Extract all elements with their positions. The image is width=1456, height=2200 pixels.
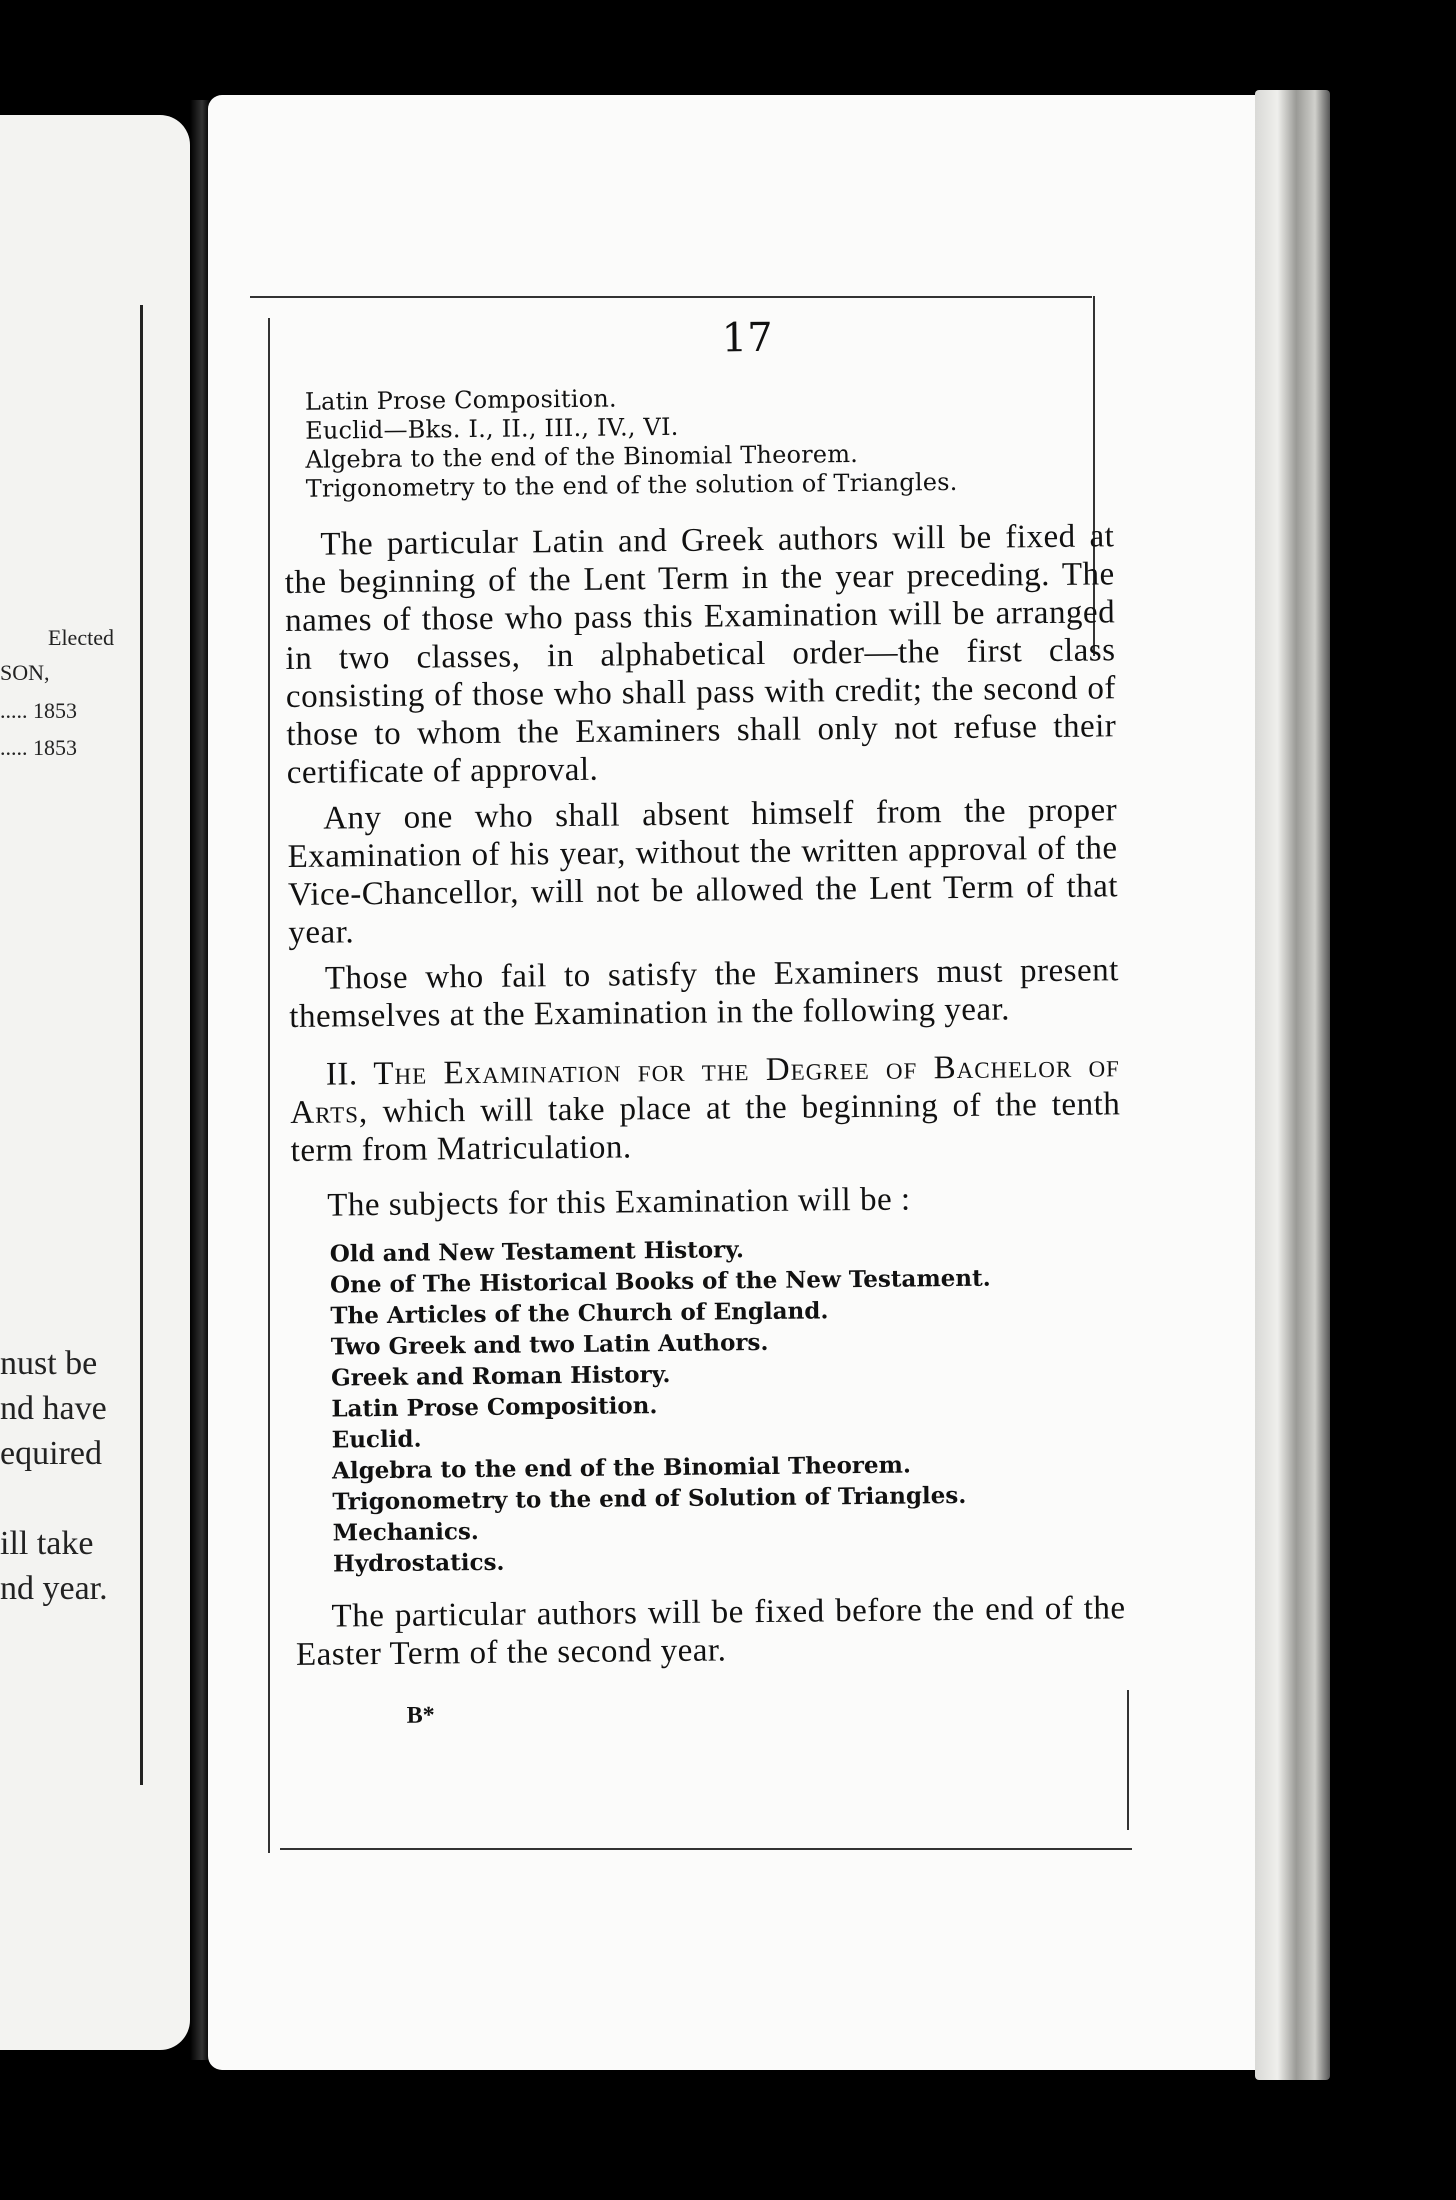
list-item: Mechanics. bbox=[332, 1518, 479, 1547]
frame-rule-top bbox=[250, 296, 1092, 298]
list-item: Euclid—Bks. I., II., III., IV., VI. bbox=[305, 412, 679, 445]
page-number: 17 bbox=[721, 314, 773, 362]
subject-list-ba bbox=[330, 1230, 1126, 1579]
left-fragment-text: equired bbox=[0, 1435, 102, 1472]
list-item: Old and New Testament History. bbox=[329, 1236, 745, 1268]
frame-rule-left bbox=[268, 318, 270, 1853]
left-fragment-text: ..... 1853 bbox=[0, 735, 77, 760]
paragraph-authors: The particular Latin and Greek authors will be fixed at the beginning of the Lent Term in the year preceding. The names of those who pass this Examination will be arranged in two classes, in alphabetical order—the first class consisting of those who shall pass with credit; the second of those to whom the Examiners shall only not refuse their certificate of approval. bbox=[284, 518, 1117, 791]
frame-rule-right-lower bbox=[1127, 1690, 1129, 1830]
page-edges bbox=[1255, 90, 1330, 2080]
list-item: Two Greek and two Latin Authors. bbox=[330, 1328, 769, 1361]
list-item: The Articles of the Church of England. bbox=[330, 1297, 829, 1330]
left-fragment-text: nd year. bbox=[0, 1570, 108, 1607]
list-item: One of The Historical Books of the New Testament. bbox=[329, 1264, 991, 1299]
list-item: Greek and Roman History. bbox=[330, 1360, 671, 1392]
left-fragment-text: Elected bbox=[48, 625, 114, 650]
list-item: Euclid. bbox=[331, 1425, 422, 1454]
section-text: which will take place at the beginning of the tenth term from Matriculation. bbox=[290, 1086, 1121, 1169]
paragraph-closing: The particular authors will be fixed before the end of the Easter Term of the second year. bbox=[295, 1590, 1126, 1673]
book-gutter bbox=[190, 100, 210, 2060]
section-numeral: II. bbox=[325, 1056, 358, 1093]
page-content bbox=[282, 311, 1127, 1731]
paragraph-absence: Any one who shall absent himself from the proper Examination of his year, without the written approval of the Vice-Chancellor, will not be allowed the Lent Term of that year. bbox=[287, 792, 1119, 951]
section-heading-paragraph bbox=[290, 1047, 1121, 1170]
paragraph-failure: Those who fail to satisfy the Examiners must present themselves at the Examination in the following year. bbox=[289, 952, 1120, 1035]
list-item: Hydrostatics. bbox=[332, 1548, 505, 1578]
left-fragment-text: ..... 1853 bbox=[0, 698, 77, 723]
left-page-rule bbox=[140, 305, 143, 1785]
frame-rule-bottom bbox=[280, 1848, 1132, 1850]
list-item: Latin Prose Composition. bbox=[304, 384, 617, 416]
left-fragment-text: nust be bbox=[0, 1345, 98, 1382]
subjects-intro: The subjects for this Examination will be : bbox=[327, 1181, 911, 1224]
left-page-fragment bbox=[0, 115, 190, 2050]
left-fragment-text: SON, bbox=[0, 660, 50, 685]
list-item: Latin Prose Composition. bbox=[331, 1392, 658, 1423]
signature-mark: B* bbox=[406, 1702, 435, 1729]
list-item: Algebra to the end of the Binomial Theorem. bbox=[305, 439, 859, 474]
left-fragment-text: ill take bbox=[0, 1525, 94, 1562]
list-item: Trigonometry to the end of Solution of Triangles. bbox=[332, 1481, 967, 1516]
left-fragment-text: nd have bbox=[0, 1390, 107, 1427]
list-item: Trigonometry to the end of the solution of Triangles. bbox=[305, 467, 958, 503]
list-item: Algebra to the end of the Binomial Theorem. bbox=[331, 1451, 912, 1485]
section-title: The Examination for the Degree of Bachelor of Arts, bbox=[290, 1048, 1121, 1131]
subject-list-previous bbox=[305, 379, 1114, 503]
